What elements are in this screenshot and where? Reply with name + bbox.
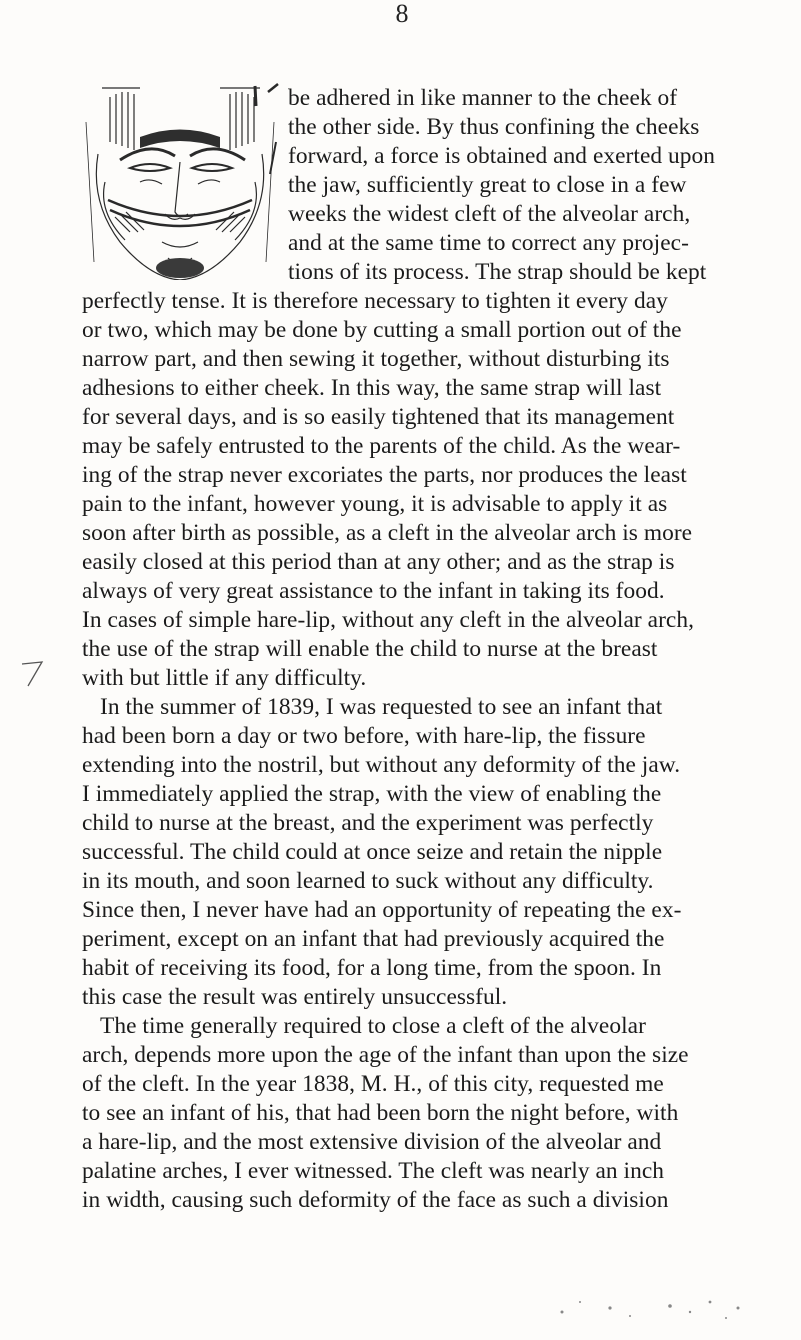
text-line: be adhered in like manner to the cheek of [288,85,678,111]
text-line: for several days, and is so easily tightened that its management [82,404,675,430]
text-line: palatine arches, I ever witnessed. The cleft was nearly an inch [82,1158,665,1184]
text-line: successful. The child could at once seize and retain the nipple [82,839,663,865]
text-line: and at the same time to correct any projec- [288,230,689,256]
text-line: in its mouth, and soon learned to suck without any difficulty. [82,868,654,894]
text-line: in width, causing such deformity of the face as such a division [82,1187,669,1213]
text-line: pain to the infant, however young, it is advisable to apply it as [82,491,668,517]
text-line: this case the result was entirely unsuccessful. [82,984,508,1010]
text-line: weeks the widest cleft of the alveolar arch, [288,201,691,227]
text-line: forward, a force is obtained and exerted upon [288,143,716,169]
text-line: habit of receiving its food, for a long time, from the spoon. In [82,955,662,981]
text-line: periment, except on an infant that had previously acquired the [82,926,665,952]
bleed-through-specks-icon [550,1272,750,1338]
text-line: with but little if any difficulty. [82,665,367,691]
pencil-mark-icon [20,656,50,696]
text-line: adhesions to either cheek. In this way, the same strap will last [82,375,662,401]
text-line: tions of its process. The strap should be kept [288,259,707,285]
text-line: of the cleft. In the year 1838, M. H., of this city, requested me [82,1071,664,1097]
text-line: to see an infant of his, that had been born the night before, with [82,1100,679,1126]
text-line: child to nurse at the breast, and the experiment was perfectly [82,810,654,836]
text-line: easily closed at this period than at any other; and as the strap is [82,549,675,575]
text-line: the other side. By thus confining the cheeks [288,114,700,140]
text-line: the use of the strap will enable the child to nurse at the breast [82,636,658,662]
text-line: ing of the strap never excoriates the parts, nor produces the least [82,462,687,488]
text-line: In the summer of 1839, I was requested to see an infant that [100,694,663,720]
text-line: had been born a day or two before, with hare-lip, the fissure [82,723,646,749]
page-number: 8 [395,0,409,28]
text-line: Since then, I never have had an opportunity of repeating the ex- [82,897,682,923]
text-line: The time generally required to close a cleft of the alveolar [100,1013,646,1039]
text-line: or two, which may be done by cutting a small portion out of the [82,317,682,343]
face-strap-illustration-icon [80,82,280,280]
text-line: In cases of simple hare-lip, without any cleft in the alveolar arch, [82,607,694,633]
text-line: the jaw, sufficiently great to close in a few [288,172,687,198]
text-line: soon after birth as possible, as a cleft in the alveolar arch is more [82,520,693,546]
text-line: extending into the nostril, but without any deformity of the jaw. [82,752,681,778]
text-line: narrow part, and then sewing it together, without disturbing its [82,346,670,372]
text-line: arch, depends more upon the age of the infant than upon the size [82,1042,689,1068]
text-line: I immediately applied the strap, with the view of enabling the [82,781,662,807]
text-line: always of very great assistance to the infant in taking its food. [82,578,665,604]
text-line: perfectly tense. It is therefore necessary to tighten it every day [82,288,668,314]
text-line: a hare-lip, and the most extensive division of the alveolar and [82,1129,662,1155]
text-line: may be safely entrusted to the parents of the child. As the wear- [82,433,681,459]
